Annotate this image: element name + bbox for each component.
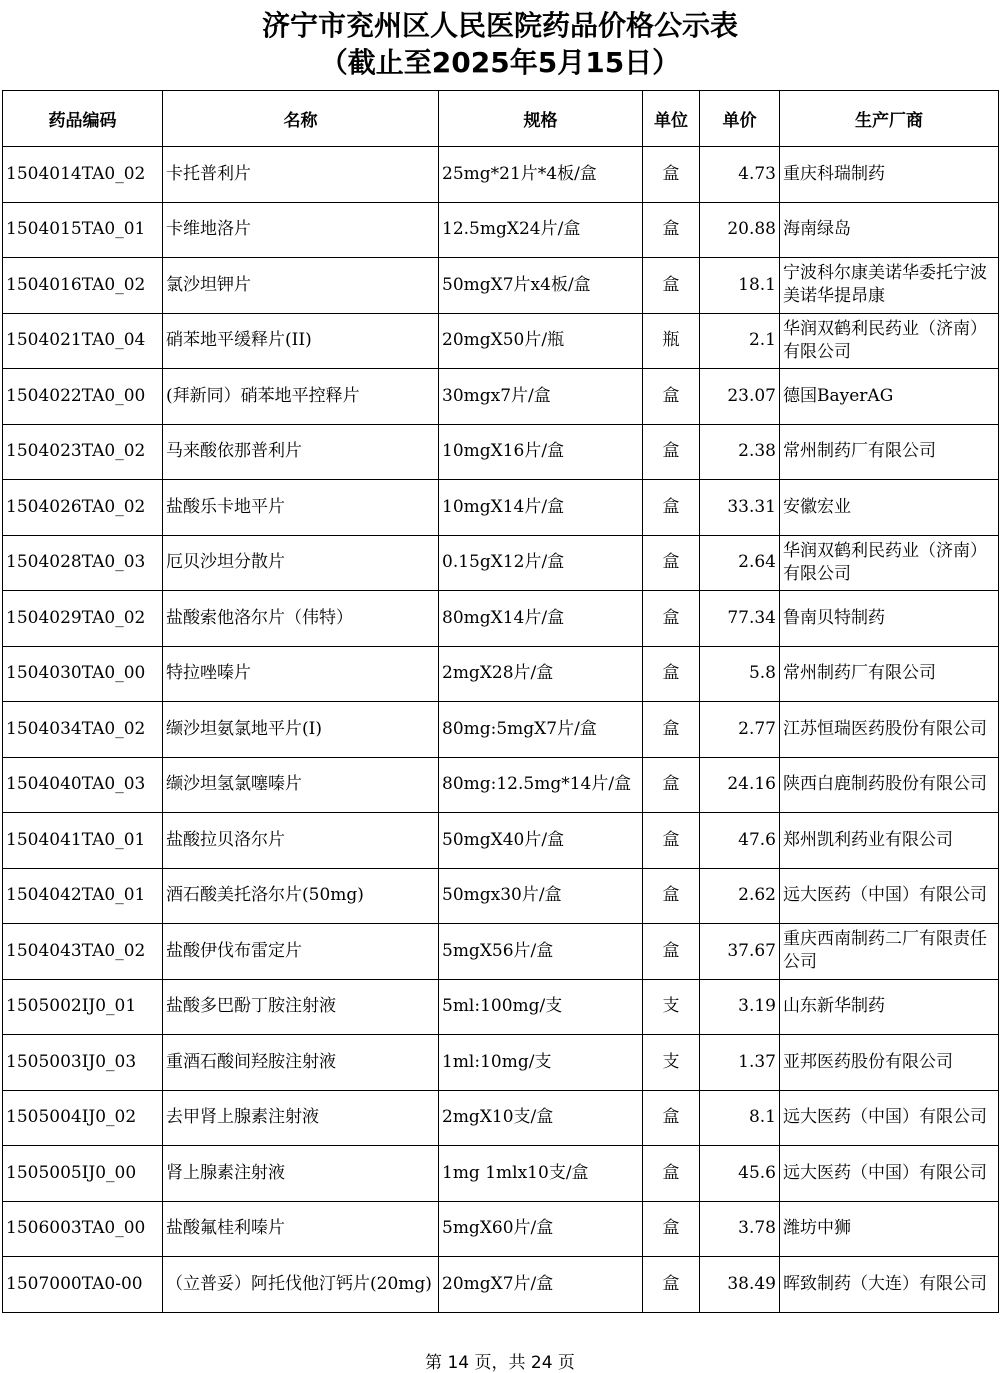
- drug-code-cell: 1504040TA0_03: [3, 757, 163, 813]
- drug-code-cell: 1507000TA0-00: [3, 1257, 163, 1313]
- drug-spec-cell: 2mgX10支/盒: [439, 1090, 643, 1146]
- drug-code-cell: 1505003IJ0_03: [3, 1035, 163, 1091]
- page-subtitle-date: （截止至2025年5月15日）: [319, 46, 681, 79]
- drug-price-cell: 3.78: [700, 1201, 780, 1257]
- drug-price-cell: 4.73: [700, 147, 780, 203]
- drug-name-cell: 特拉唑嗪片: [163, 646, 439, 702]
- drug-price-cell: 3.19: [700, 979, 780, 1035]
- drug-code-cell: 1504034TA0_02: [3, 702, 163, 758]
- drug-unit-cell: 盒: [643, 202, 700, 258]
- drug-name-cell: 缬沙坦氨氯地平片(I): [163, 702, 439, 758]
- drug-spec-cell: 80mg:5mgX7片/盒: [439, 702, 643, 758]
- table-row: [3, 202, 999, 258]
- table-row: [3, 646, 999, 702]
- drug-unit-cell: 盒: [643, 1090, 700, 1146]
- drug-name-cell: 氯沙坦钾片: [163, 258, 439, 314]
- drug-unit-cell: 盒: [643, 646, 700, 702]
- drug-price-cell: 2.77: [700, 702, 780, 758]
- drug-price-cell: 2.64: [700, 535, 780, 591]
- header-code: 药品编码: [3, 91, 163, 147]
- table-row: [3, 535, 999, 591]
- drug-price-cell: 20.88: [700, 202, 780, 258]
- header-maker: 生产厂商: [780, 91, 999, 147]
- drug-name-cell: (拜新同）硝苯地平控释片: [163, 369, 439, 425]
- drug-name-cell: 缬沙坦氢氯噻嗪片: [163, 757, 439, 813]
- drug-name-cell: 卡托普利片: [163, 147, 439, 203]
- header-name: 名称: [163, 91, 439, 147]
- drug-spec-cell: 20mgX7片/盒: [439, 1257, 643, 1313]
- drug-spec-cell: 1ml:10mg/支: [439, 1035, 643, 1091]
- drug-code-cell: 1504042TA0_01: [3, 868, 163, 924]
- drug-price-cell: 2.62: [700, 868, 780, 924]
- drug-spec-cell: 80mgX14片/盒: [439, 591, 643, 647]
- drug-name-cell: 盐酸拉贝洛尔片: [163, 813, 439, 869]
- page-number: 第 14 页，共 24 页: [425, 1353, 575, 1373]
- table-row: [3, 147, 999, 203]
- drug-spec-cell: 5mgX60片/盒: [439, 1201, 643, 1257]
- drug-price-cell: 24.16: [700, 757, 780, 813]
- drug-name-cell: 重酒石酸间羟胺注射液: [163, 1035, 439, 1091]
- table-row: [3, 258, 999, 314]
- table-row: [3, 924, 999, 980]
- drug-maker-cell: 海南绿岛: [780, 202, 999, 258]
- table-row: [3, 702, 999, 758]
- drug-spec-cell: 2mgX28片/盒: [439, 646, 643, 702]
- drug-name-cell: 硝苯地平缓释片(II): [163, 313, 439, 369]
- drug-name-cell: 盐酸多巴酚丁胺注射液: [163, 979, 439, 1035]
- drug-price-cell: 37.67: [700, 924, 780, 980]
- drug-maker-cell: 陕西白鹿制药股份有限公司: [780, 757, 999, 813]
- drug-price-cell: 18.1: [700, 258, 780, 314]
- drug-code-cell: 1504029TA0_02: [3, 591, 163, 647]
- drug-spec-cell: 1mg 1mlx10支/盒: [439, 1146, 643, 1202]
- drug-unit-cell: 盒: [643, 424, 700, 480]
- drug-maker-cell: 远大医药（中国）有限公司: [780, 868, 999, 924]
- header-price: 单价: [700, 91, 780, 147]
- drug-spec-cell: 12.5mgX24片/盒: [439, 202, 643, 258]
- drug-price-cell: 23.07: [700, 369, 780, 425]
- drug-price-cell: 2.38: [700, 424, 780, 480]
- drug-name-cell: 卡维地洛片: [163, 202, 439, 258]
- drug-price-cell: 8.1: [700, 1090, 780, 1146]
- table-row: [3, 813, 999, 869]
- drug-unit-cell: 盒: [643, 1257, 700, 1313]
- drug-price-table: [2, 90, 999, 1313]
- drug-unit-cell: 盒: [643, 1201, 700, 1257]
- drug-unit-cell: 支: [643, 979, 700, 1035]
- drug-unit-cell: 盒: [643, 480, 700, 536]
- drug-spec-cell: 80mg:12.5mg*14片/盒: [439, 757, 643, 813]
- drug-code-cell: 1504043TA0_02: [3, 924, 163, 980]
- drug-maker-cell: 安徽宏业: [780, 480, 999, 536]
- drug-unit-cell: 盒: [643, 369, 700, 425]
- table-row: [3, 313, 999, 369]
- drug-maker-cell: 重庆科瑞制药: [780, 147, 999, 203]
- drug-unit-cell: 盒: [643, 258, 700, 314]
- drug-unit-cell: 盒: [643, 147, 700, 203]
- drug-unit-cell: 盒: [643, 535, 700, 591]
- drug-spec-cell: 25mg*21片*4板/盒: [439, 147, 643, 203]
- drug-spec-cell: 5ml:100mg/支: [439, 979, 643, 1035]
- drug-price-cell: 1.37: [700, 1035, 780, 1091]
- drug-maker-cell: 远大医药（中国）有限公司: [780, 1146, 999, 1202]
- drug-code-cell: 1505002IJ0_01: [3, 979, 163, 1035]
- table-row: [3, 591, 999, 647]
- drug-spec-cell: 50mgX7片x4板/盒: [439, 258, 643, 314]
- table-row: [3, 1146, 999, 1202]
- drug-code-cell: 1504028TA0_03: [3, 535, 163, 591]
- table-row: [3, 369, 999, 425]
- drug-code-cell: 1504022TA0_00: [3, 369, 163, 425]
- drug-spec-cell: 10mgX16片/盒: [439, 424, 643, 480]
- drug-code-cell: 1504026TA0_02: [3, 480, 163, 536]
- drug-spec-cell: 5mgX56片/盒: [439, 924, 643, 980]
- header-unit: 单位: [643, 91, 700, 147]
- drug-spec-cell: 10mgX14片/盒: [439, 480, 643, 536]
- drug-unit-cell: 盒: [643, 868, 700, 924]
- drug-maker-cell: 远大医药（中国）有限公司: [780, 1090, 999, 1146]
- drug-code-cell: 1504016TA0_02: [3, 258, 163, 314]
- drug-maker-cell: 宁波科尔康美诺华委托宁波美诺华提昂康: [780, 258, 999, 314]
- drug-maker-cell: 江苏恒瑞医药股份有限公司: [780, 702, 999, 758]
- table-header-row: [3, 91, 999, 147]
- table-row: [3, 480, 999, 536]
- drug-name-cell: 酒石酸美托洛尔片(50mg): [163, 868, 439, 924]
- drug-name-cell: （立普妥）阿托伐他汀钙片(20mg): [163, 1257, 439, 1313]
- drug-spec-cell: 20mgX50片/瓶: [439, 313, 643, 369]
- drug-maker-cell: 重庆西南制药二厂有限责任公司: [780, 924, 999, 980]
- page-title: 济宁市兖州区人民医院药品价格公示表: [261, 9, 738, 42]
- drug-maker-cell: 郑州凯利药业有限公司: [780, 813, 999, 869]
- drug-spec-cell: 30mgx7片/盒: [439, 369, 643, 425]
- drug-unit-cell: 盒: [643, 757, 700, 813]
- drug-spec-cell: 50mgX40片/盒: [439, 813, 643, 869]
- table-row: [3, 1201, 999, 1257]
- drug-maker-cell: 华润双鹤利民药业（济南）有限公司: [780, 313, 999, 369]
- drug-code-cell: 1504023TA0_02: [3, 424, 163, 480]
- drug-name-cell: 肾上腺素注射液: [163, 1146, 439, 1202]
- drug-name-cell: 盐酸索他洛尔片（伟特）: [163, 591, 439, 647]
- drug-maker-cell: 晖致制药（大连）有限公司: [780, 1257, 999, 1313]
- drug-name-cell: 厄贝沙坦分散片: [163, 535, 439, 591]
- drug-price-cell: 47.6: [700, 813, 780, 869]
- drug-name-cell: 盐酸伊伐布雷定片: [163, 924, 439, 980]
- drug-code-cell: 1504021TA0_04: [3, 313, 163, 369]
- drug-unit-cell: 盒: [643, 813, 700, 869]
- drug-spec-cell: 50mgx30片/盒: [439, 868, 643, 924]
- table-body: [3, 147, 999, 1313]
- drug-code-cell: 1504015TA0_01: [3, 202, 163, 258]
- drug-name-cell: 去甲肾上腺素注射液: [163, 1090, 439, 1146]
- drug-unit-cell: 支: [643, 1035, 700, 1091]
- drug-price-cell: 77.34: [700, 591, 780, 647]
- drug-name-cell: 马来酸依那普利片: [163, 424, 439, 480]
- drug-maker-cell: 潍坊中狮: [780, 1201, 999, 1257]
- drug-name-cell: 盐酸氟桂利嗪片: [163, 1201, 439, 1257]
- table-row: [3, 868, 999, 924]
- table-row: [3, 757, 999, 813]
- drug-price-cell: 2.1: [700, 313, 780, 369]
- drug-name-cell: 盐酸乐卡地平片: [163, 480, 439, 536]
- drug-code-cell: 1506003TA0_00: [3, 1201, 163, 1257]
- drug-unit-cell: 盒: [643, 1146, 700, 1202]
- table-row: [3, 1257, 999, 1313]
- drug-code-cell: 1504030TA0_00: [3, 646, 163, 702]
- drug-maker-cell: 常州制药厂有限公司: [780, 646, 999, 702]
- drug-unit-cell: 盒: [643, 924, 700, 980]
- drug-price-cell: 45.6: [700, 1146, 780, 1202]
- table-row: [3, 1090, 999, 1146]
- drug-unit-cell: 瓶: [643, 313, 700, 369]
- drug-code-cell: 1505005IJ0_00: [3, 1146, 163, 1202]
- drug-code-cell: 1504014TA0_02: [3, 147, 163, 203]
- drug-maker-cell: 鲁南贝特制药: [780, 591, 999, 647]
- drug-price-cell: 33.31: [700, 480, 780, 536]
- drug-price-cell: 38.49: [700, 1257, 780, 1313]
- drug-maker-cell: 德国BayerAG: [780, 369, 999, 425]
- drug-code-cell: 1504041TA0_01: [3, 813, 163, 869]
- drug-price-cell: 5.8: [700, 646, 780, 702]
- drug-spec-cell: 0.15gX12片/盒: [439, 535, 643, 591]
- drug-maker-cell: 常州制药厂有限公司: [780, 424, 999, 480]
- table-row: [3, 1035, 999, 1091]
- drug-unit-cell: 盒: [643, 702, 700, 758]
- drug-maker-cell: 山东新华制药: [780, 979, 999, 1035]
- table-row: [3, 979, 999, 1035]
- table-row: [3, 424, 999, 480]
- header-spec: 规格: [439, 91, 643, 147]
- drug-unit-cell: 盒: [643, 591, 700, 647]
- drug-maker-cell: 华润双鹤利民药业（济南）有限公司: [780, 535, 999, 591]
- drug-maker-cell: 亚邦医药股份有限公司: [780, 1035, 999, 1091]
- drug-code-cell: 1505004IJ0_02: [3, 1090, 163, 1146]
